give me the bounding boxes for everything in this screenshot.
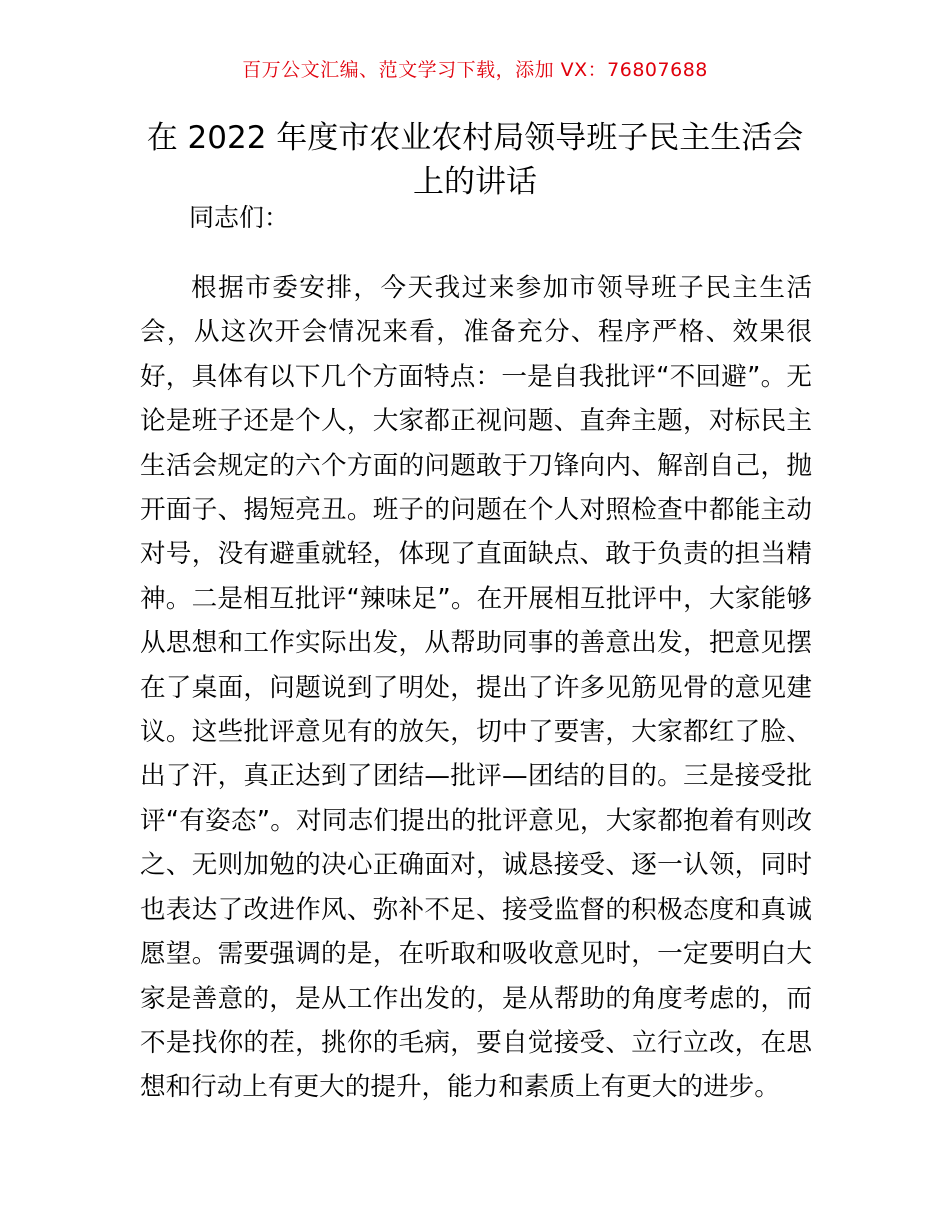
- salutation: 同志们：: [189, 203, 290, 232]
- body-paragraph: 根据市委安排，今天我过来参加市领导班子民主生活会，从这次开会情况来看，准备充分、程序严格、效果很好，具体有以下几个方面特点：一是自我批评“不回避”。无论是班子还是个人，大家都正视问题、直奔主题，对标民主生活会规定的六个方面的问题敢于刀锋向内、解剖自己，抛开面子、揭短亮丑。班子的问题在个人对照检查中都能主动对号，没有避重就轻，体现了直面缺点、敢于负责的担当精神。二是相互批评“辣味足”。在开展相互批评中，大家能够从思想和工作实际出发，从帮助同事的善意出发，把意见摆在了桌面，问题说到了明处，提出了许多见筋见骨的意见建议。这些批评意见有的放矢，切中了要害，大家都红了脸、出了汗，真正达到了团结—批评—团结的目的。三是接受批评“有姿态”。对同志们提出的批评意见，大家都抱着有则改之、无则加勉的决心正确面对，诚恳接受、逐一认领，同时也表达了改进作风、弥补不足、接受监督的积极态度和真诚愿望。需要强调的是，在听取和吸收意见时，一定要明白大家是善意的，是从工作出发的，是从帮助的角度考虑的，而不是找你的茬，挑你的毛病，要自觉接受、立行立改，在思想和行动上有更大的提升，能力和素质上有更大的进步。: [140, 273, 812, 1103]
- header-watermark: 百万公文汇编、范文学习下载，添加 VX：76807688: [242, 59, 708, 81]
- document-title: 在 2022 年度市农业农村局领导班子民主生活会上的讲话: [146, 120, 804, 200]
